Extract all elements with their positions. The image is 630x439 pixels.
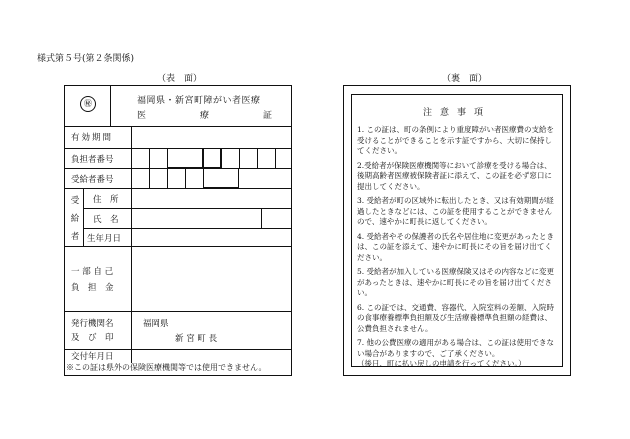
valid-period-row xyxy=(65,126,291,149)
recipient-vertical-label: 受 給 者 xyxy=(70,196,80,242)
secret-seal-icon: ㊙ xyxy=(80,96,96,112)
name-label: 氏 名 xyxy=(93,215,119,225)
birthdate-label: 生年月日 xyxy=(87,234,122,244)
copay-label: 一 部 自 己 負 担 金 xyxy=(71,267,114,293)
payer-number-cells xyxy=(131,148,293,168)
note-item: 6. この証では、交通費、容器代、入院室料の差額、入院時の食事療養標準負担額及び生活療養標準負担額の経費は、公費負担されません。 xyxy=(357,302,555,333)
front-card xyxy=(64,85,292,376)
recipient-block xyxy=(65,188,291,247)
issuer-row xyxy=(65,311,291,350)
valid-period-label: 有効期間 xyxy=(71,133,114,143)
payer-number-label: 負担者番号 xyxy=(71,155,114,165)
header-divider xyxy=(110,86,111,126)
back-caption: （裏 面） xyxy=(442,74,488,84)
notes-box xyxy=(351,94,563,367)
recipient-number-cells xyxy=(131,168,239,188)
issuer-prefecture: 福岡県 xyxy=(143,319,169,329)
header-title: 福岡県・新宮町障がい者医療 xyxy=(137,96,261,106)
notes-title: 注意事項 xyxy=(422,108,491,118)
copay-row xyxy=(65,246,291,312)
recipient-number-row xyxy=(65,168,291,189)
note-item: 1. この証は、町の条例により重度障がい者医療費の支給を受けることができることを示す証ですから、大切に保持してください。 xyxy=(357,125,555,155)
front-caption: （表 面） xyxy=(157,74,203,84)
note-item: 4. 受給者やその保護者の氏名や居住地に変更があったときは、この証を添えて、速やかに町長にその旨を届け出てください。 xyxy=(357,231,554,262)
payer-number-row xyxy=(65,148,291,169)
footnote: ※この証は県外の保険医療機関等では使用できません。 xyxy=(66,363,267,372)
issue-date-label: 交付年月日 xyxy=(71,352,114,362)
note-item: （後日、町に払い戻しの申請を行ってください。） xyxy=(357,359,526,368)
form-number: 様式第５号(第２条関係) xyxy=(37,54,135,64)
issuer-label: 発行機関名 及 び 印 xyxy=(71,319,114,343)
note-item: 2.受給者が保険医療機関等において診療を受ける場合は、後期高齢者医療被保険者証に添えて、この証を必ず窓口に提出してください。 xyxy=(357,160,552,191)
address-label: 住 所 xyxy=(93,195,119,205)
note-item: 7. 他の公費医療の適用がある場合は、この証は使用できない場合がありますので、ご了承ください。 xyxy=(357,338,555,358)
card-header xyxy=(65,86,291,127)
header-subtitle: 医 療 証 xyxy=(137,111,272,121)
notes-list xyxy=(357,125,557,374)
note-item: 3. 受給者が町の区域外に転出したとき、又は有効期間が経過したときなどには、この証を使用することができませんので、速やかに町長に返してください。 xyxy=(357,196,554,226)
recipient-number-label: 受給者番号 xyxy=(71,175,114,185)
issuer-mayor: 新 宮 町 長 xyxy=(175,334,218,344)
back-card xyxy=(343,85,571,376)
issue-date-row xyxy=(65,349,291,363)
note-item: 5. 受給者が加入している医療保険又はその内容などに変更があったときは、速やかに町長にその旨を届け出てください。 xyxy=(357,267,555,297)
